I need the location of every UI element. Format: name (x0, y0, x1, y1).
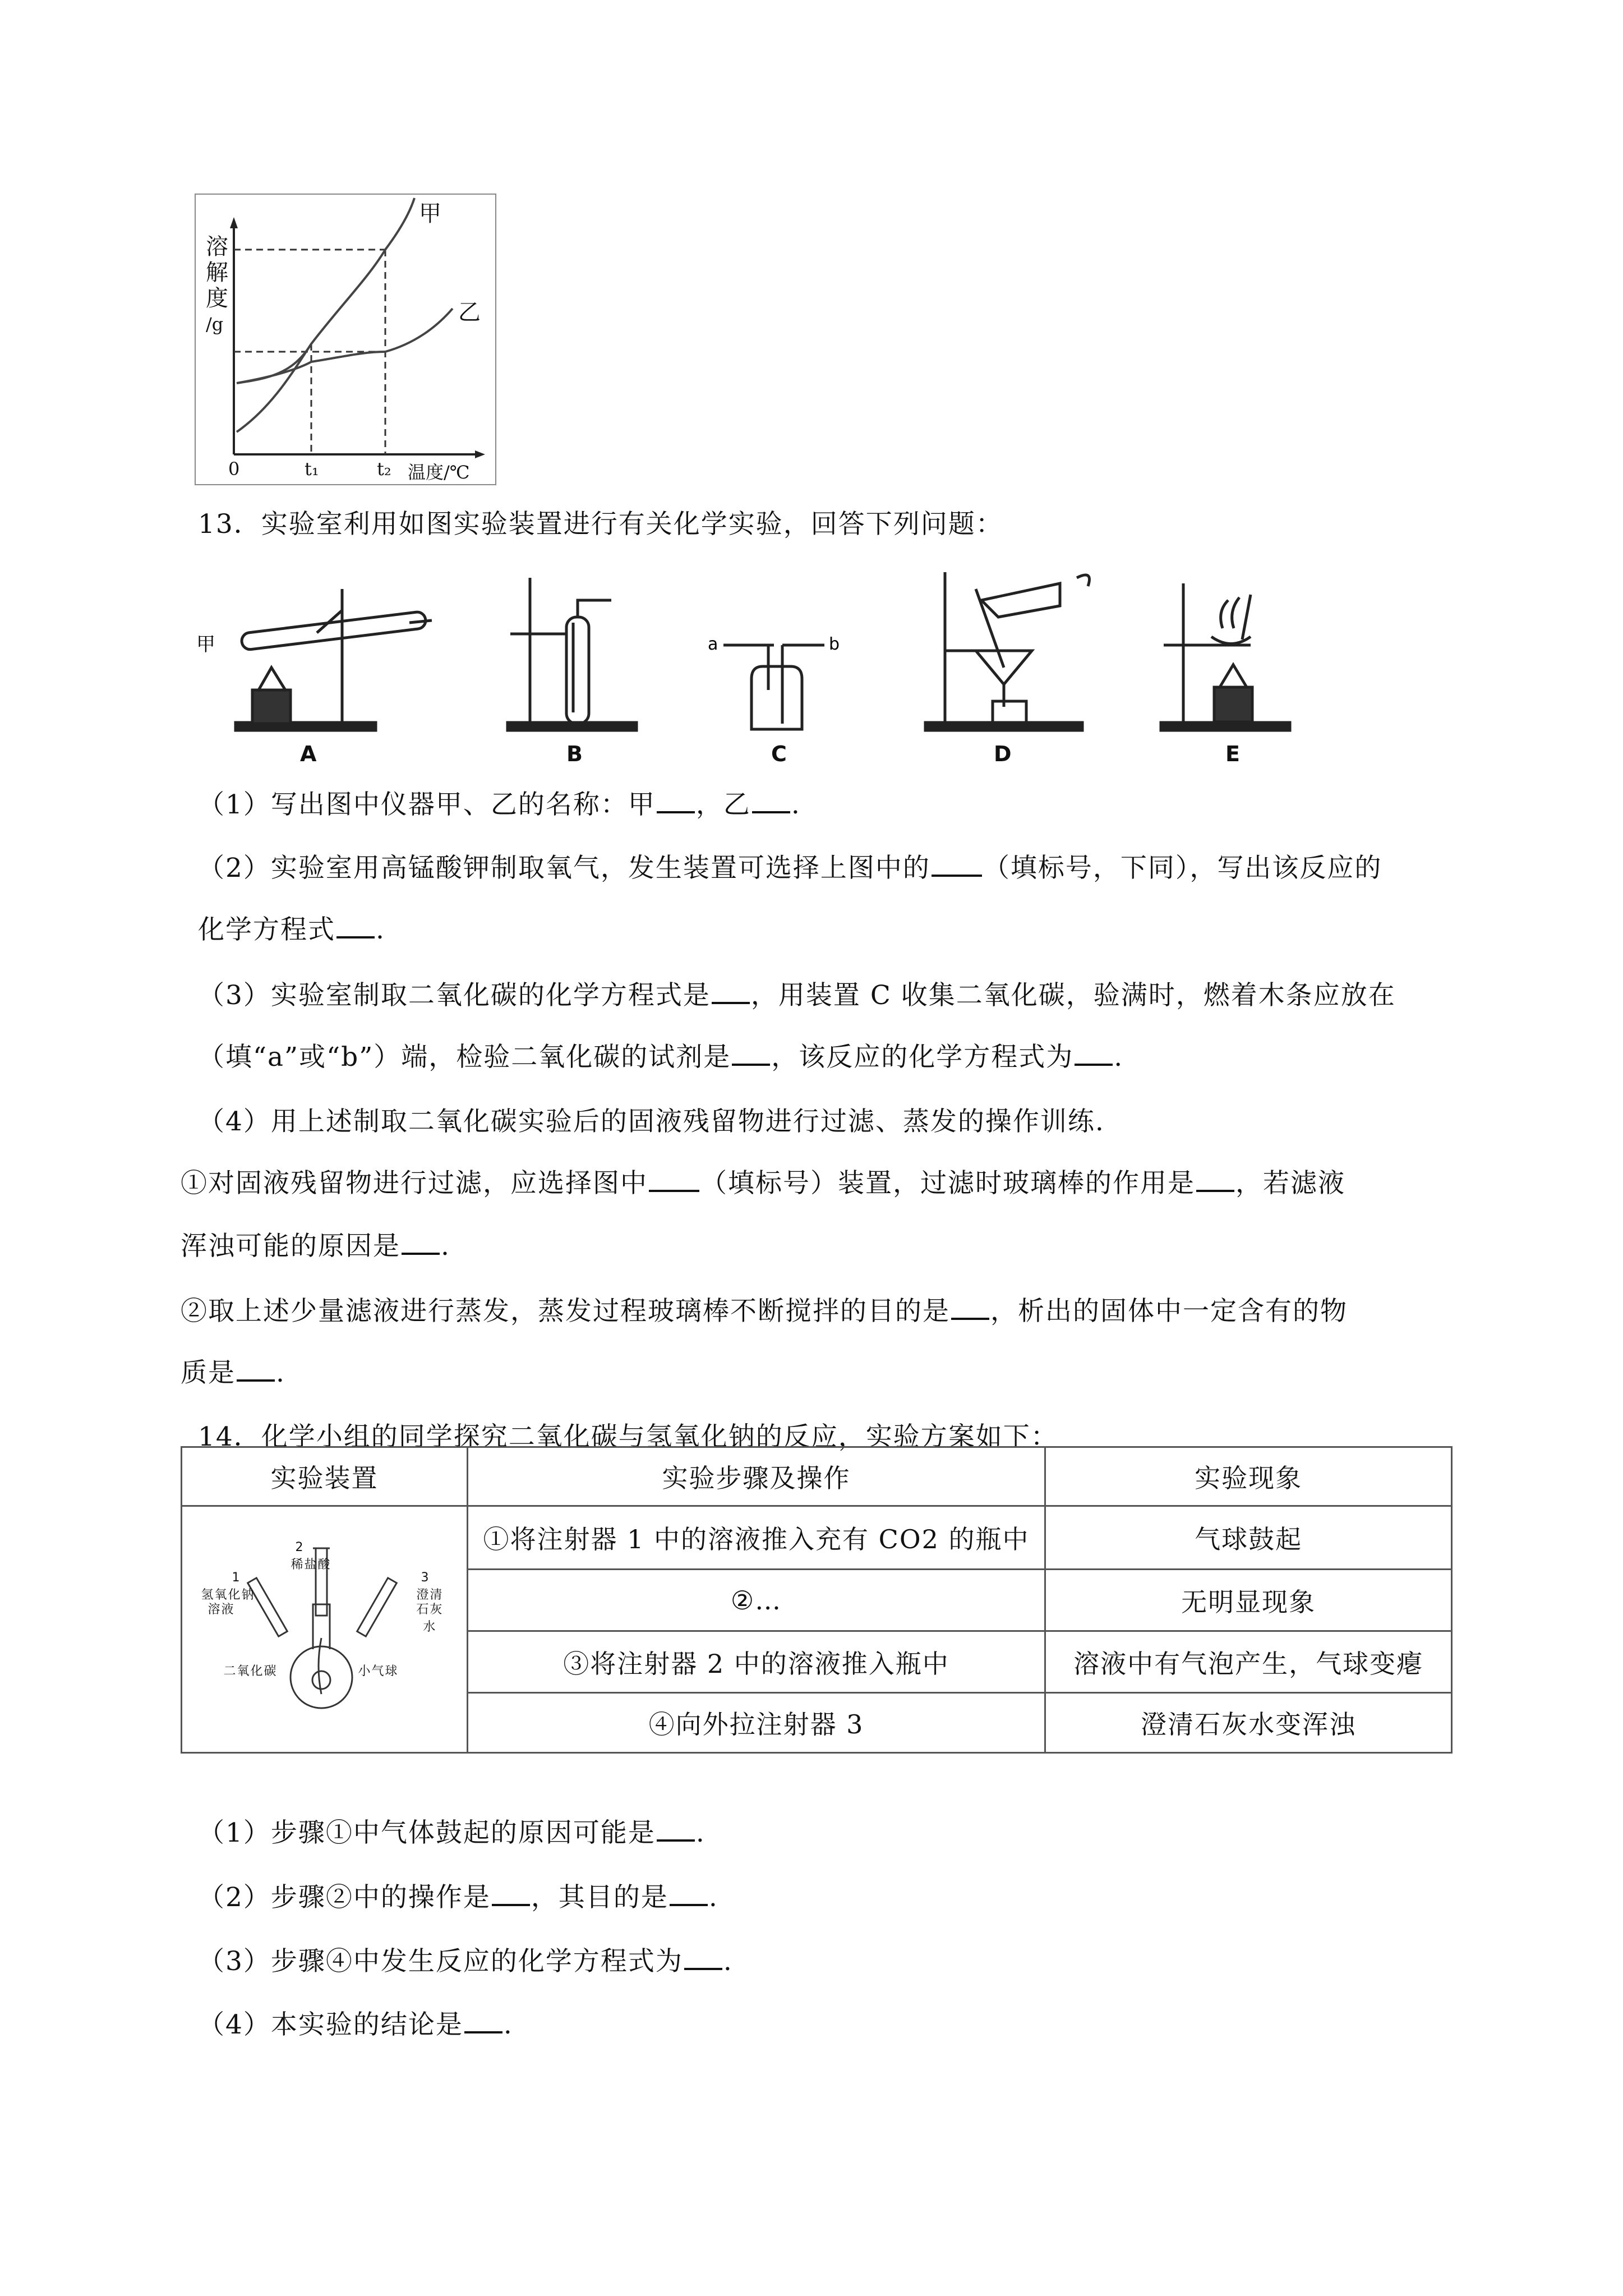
blank (670, 1881, 708, 1906)
table-header-row (182, 1447, 1452, 1506)
solubility-graph (195, 194, 496, 485)
curve-yi (237, 309, 453, 383)
solubility-graph-svg (195, 194, 496, 485)
apparatus-d (925, 572, 1090, 730)
blank (932, 852, 982, 877)
q14-part3: （3）步骤④中发生反应的化学方程式为 . (198, 1946, 733, 1977)
q14-stem: 14．化学小组的同学探究二氧化碳与氢氧化钠的反应，实验方案如下： (198, 1421, 1058, 1452)
q13-sub1-line1: ①对固液残留物进行过滤，应选择图中 （填标号）装置，过滤时玻璃棒的作用是 ，若滤液 (181, 1168, 1345, 1199)
apparatus-a-jia-label: 甲 (196, 633, 215, 656)
apparatus-b (508, 578, 637, 730)
curve-jia-label: 甲 (419, 201, 441, 227)
fig-label-d: D (994, 742, 1012, 766)
q13-part2-line1: （2）实验室用高锰酸钾制取氧气，发生装置可选择上图中的 （填标号，下同），写出该反应的 (198, 853, 1382, 884)
x-axis-label: 温度/℃ (408, 462, 470, 483)
step-cell: ②… (467, 1570, 1045, 1631)
q13-part1: （1）写出图中仪器甲、乙的名称：甲 ，乙 . (198, 789, 801, 820)
header-steps: 实验步骤及操作 (467, 1447, 1045, 1506)
step-cell: ④向外拉注射器 3 (467, 1693, 1045, 1753)
q14-part1: （1）步骤①中气体鼓起的原因可能是 . (198, 1818, 706, 1848)
blank (951, 1295, 989, 1320)
phenomenon-cell: 澄清石灰水变浑浊 (1045, 1693, 1452, 1753)
q13-stem: 13．实验室利用如图实验装置进行有关化学实验，回答下列问题： (198, 509, 1003, 540)
blank (752, 789, 790, 813)
q13-part2-line2: 化学方程式 . (198, 914, 385, 945)
q14-part4: （4）本实验的结论是 . (198, 2009, 513, 2040)
blank (684, 1945, 722, 1970)
blank (732, 1041, 770, 1066)
apparatus-e (1161, 583, 1290, 730)
fig-label-a: A (300, 742, 317, 766)
q13-sub1-line2: 浑浊可能的原因是 . (181, 1231, 450, 1262)
t1-label: t₁ (305, 458, 319, 480)
blank (336, 914, 375, 938)
y-axis-label: 溶 解 度 /g (206, 234, 228, 335)
blank (649, 1167, 699, 1192)
apparatus-c-a-label: a (708, 634, 718, 654)
blank (237, 1357, 275, 1382)
phenomenon-cell: 溶液中有气泡产生，气球变瘪 (1045, 1631, 1452, 1693)
t2-label: t₂ (377, 458, 391, 480)
apparatus-cell (182, 1506, 468, 1753)
apparatus-a (236, 589, 432, 730)
fig-label-e: E (1225, 742, 1240, 766)
blank (657, 789, 695, 813)
phenomenon-cell: 无明显现象 (1045, 1570, 1452, 1631)
q13-part3-line2: （填“a”或“b”）端，检验二氧化碳的试剂是 ，该反应的化学方程式为 . (198, 1042, 1124, 1073)
apparatus-c (723, 645, 824, 729)
syringe-apparatus-figure: 1 氢氧化钠 溶液 2 稀盐酸 3 澄清 石灰水 二氧化碳 小气球 (201, 1537, 448, 1722)
q13-part3-line1: （3）实验室制取二氧化碳的化学方程式是 ，用装置 C 收集二氧化碳，验满时，燃着木条应放在 (198, 980, 1396, 1011)
header-apparatus: 实验装置 (182, 1447, 468, 1506)
step-cell: ①将注射器 1 中的溶液推入充有 CO2 的瓶中 (467, 1506, 1045, 1570)
blank (464, 2009, 502, 2033)
blank (657, 1817, 695, 1842)
q13-sub2-line2: 质是 . (181, 1358, 285, 1388)
curve-yi-label: 乙 (458, 300, 481, 325)
blank (1196, 1167, 1234, 1192)
fig-label-c: C (771, 742, 787, 766)
curve-jia (237, 198, 414, 432)
origin-label: 0 (228, 458, 240, 480)
q13-part4: （4）用上述制取二氧化碳实验后的固液残留物进行过滤、蒸发的操作训练. (198, 1106, 1105, 1137)
phenomenon-cell: 气球鼓起 (1045, 1506, 1452, 1570)
blank (402, 1230, 440, 1255)
apparatus-c-b-label: b (829, 634, 840, 654)
q14-part2: （2）步骤②中的操作是 ，其目的是 . (198, 1882, 718, 1913)
header-phenomenon: 实验现象 (1045, 1447, 1452, 1506)
blank (712, 979, 750, 1004)
fig-label-b: B (566, 742, 583, 766)
table-row (182, 1506, 1452, 1570)
blank (1075, 1041, 1113, 1066)
q13-apparatus-figure (196, 567, 1318, 774)
blank (492, 1881, 530, 1906)
experiment-table (181, 1446, 1453, 1754)
step-cell: ③将注射器 2 中的溶液推入瓶中 (467, 1631, 1045, 1693)
q13-sub2-line1: ②取上述少量滤液进行蒸发，蒸发过程玻璃棒不断搅拌的目的是 ，析出的固体中一定含有的物 (181, 1296, 1348, 1327)
